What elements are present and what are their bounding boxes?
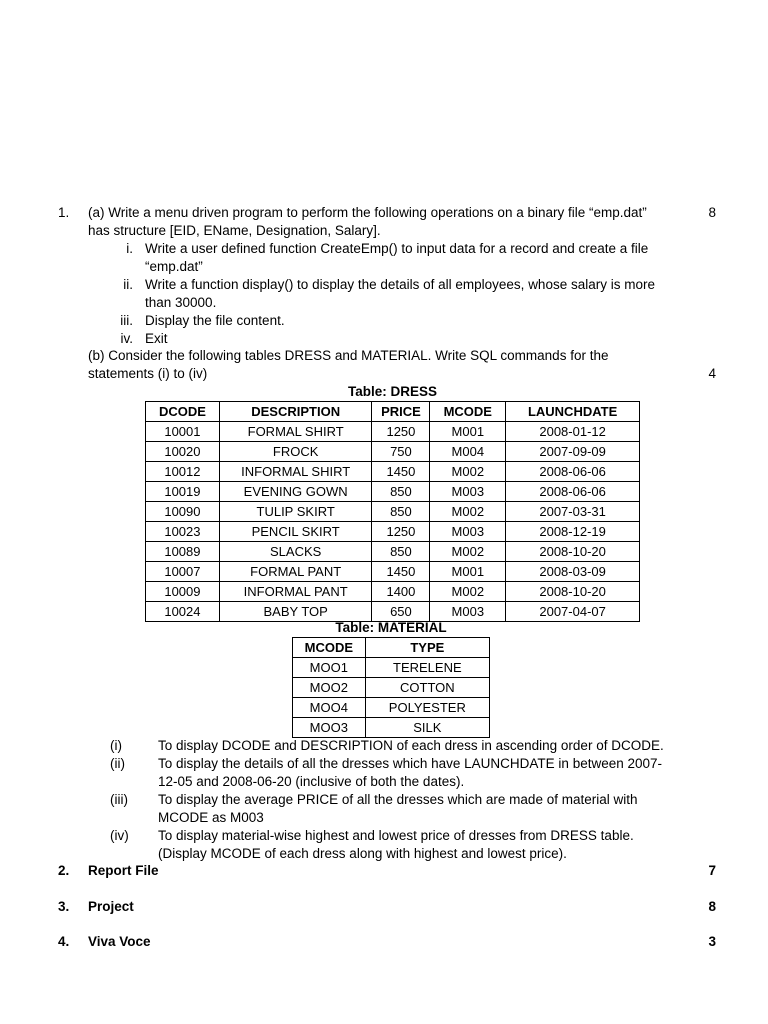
table-cell: M001 <box>430 422 506 442</box>
dress-table-caption: Table: DRESS <box>347 384 437 399</box>
table-cell: MOO3 <box>293 718 366 738</box>
table-cell: 2007-09-09 <box>506 442 640 462</box>
part-a-item-text: Display the file content. <box>145 313 285 328</box>
table-cell: 10020 <box>146 442 220 462</box>
table-cell: 10001 <box>146 422 220 442</box>
table-cell: 650 <box>372 602 430 622</box>
table-cell: 1450 <box>372 462 430 482</box>
material-table-caption: Table: MATERIAL <box>335 620 447 635</box>
table-cell: M002 <box>430 582 506 602</box>
table-cell: 2008-12-19 <box>506 522 640 542</box>
sql-item-number: (i) <box>110 738 122 753</box>
table-cell: FROCK <box>219 442 372 462</box>
table-cell: POLYESTER <box>365 698 489 718</box>
table-cell: M003 <box>430 602 506 622</box>
table-cell: FORMAL SHIRT <box>219 422 372 442</box>
table-cell: BABY TOP <box>219 602 372 622</box>
table-cell: FORMAL PANT <box>219 562 372 582</box>
question-4-title: Viva Voce <box>88 934 151 949</box>
table-cell: M002 <box>430 502 506 522</box>
table-row <box>146 482 640 502</box>
question-3-number: 3. <box>58 899 70 914</box>
table-row <box>146 442 640 462</box>
table-row <box>146 522 640 542</box>
table-cell: 2008-01-12 <box>506 422 640 442</box>
material-table <box>292 637 490 738</box>
table-cell: 1450 <box>372 562 430 582</box>
table-cell: 10007 <box>146 562 220 582</box>
table-row <box>146 502 640 522</box>
table-cell: 10090 <box>146 502 220 522</box>
table-cell: 10009 <box>146 582 220 602</box>
question-4-marks: 3 <box>708 934 716 949</box>
sql-item-text: To display DCODE and DESCRIPTION of each dress in ascending order of DCODE. <box>158 738 664 753</box>
dress-table-container <box>145 383 640 622</box>
part-a-item-number: iii. <box>120 313 133 328</box>
part-a-item-text: Write a user defined function CreateEmp() to input data for a record and create a file <box>145 241 649 256</box>
question-3-title: Project <box>88 899 134 914</box>
table-cell: 2008-06-06 <box>506 482 640 502</box>
question-1-marks-b: 4 <box>708 366 716 381</box>
table-row <box>293 718 490 738</box>
sql-item-text: To display material-wise highest and lowest price of dresses from DRESS table. <box>158 828 634 843</box>
question-1-number: 1. <box>58 205 70 220</box>
table-cell: 10023 <box>146 522 220 542</box>
table-cell: 2008-10-20 <box>506 542 640 562</box>
dress-table-header-row <box>146 402 640 422</box>
material-table-body <box>293 658 490 738</box>
part-a-item-text: Exit <box>145 331 168 346</box>
table-cell: M003 <box>430 522 506 542</box>
table-cell: 2007-04-07 <box>506 602 640 622</box>
sql-item-text: MCODE as M003 <box>158 810 264 825</box>
dress-header-mcode: MCODE <box>430 402 506 422</box>
sql-item-number: (ii) <box>110 756 125 771</box>
table-cell: INFORMAL PANT <box>219 582 372 602</box>
table-cell: 1250 <box>372 422 430 442</box>
table-cell: M004 <box>430 442 506 462</box>
part-a-item-number: ii. <box>123 277 133 292</box>
table-cell: SLACKS <box>219 542 372 562</box>
sql-item-text: To display the details of all the dresses which have LAUNCHDATE in between 2007- <box>158 756 663 771</box>
table-row <box>293 678 490 698</box>
table-cell: SILK <box>365 718 489 738</box>
material-table-header-row <box>293 638 490 658</box>
table-cell: EVENING GOWN <box>219 482 372 502</box>
table-cell: 1400 <box>372 582 430 602</box>
sql-item-text: To display the average PRICE of all the dresses which are made of material with <box>158 792 638 807</box>
part-a-line-2: has structure [EID, EName, Designation, Salary]. <box>88 223 381 238</box>
part-a-item-text: than 30000. <box>145 295 217 310</box>
part-a-item-text: Write a function display() to display the details of all employees, whose salary is more <box>145 277 655 292</box>
question-4-number: 4. <box>58 934 70 949</box>
sql-item-number: (iii) <box>110 792 128 807</box>
table-cell: MOO1 <box>293 658 366 678</box>
table-cell: MOO2 <box>293 678 366 698</box>
material-header-mcode: MCODE <box>293 638 366 658</box>
table-cell: TERELENE <box>365 658 489 678</box>
table-cell: M003 <box>430 482 506 502</box>
part-b-line-2: statements (i) to (iv) <box>88 366 208 381</box>
table-cell: 850 <box>372 482 430 502</box>
table-cell: TULIP SKIRT <box>219 502 372 522</box>
table-cell: COTTON <box>365 678 489 698</box>
table-cell: PENCIL SKIRT <box>219 522 372 542</box>
table-cell: INFORMAL SHIRT <box>219 462 372 482</box>
table-cell: MOO4 <box>293 698 366 718</box>
table-cell: 10089 <box>146 542 220 562</box>
question-1-marks-a: 8 <box>708 205 716 220</box>
table-cell: M002 <box>430 542 506 562</box>
table-cell: 2008-03-09 <box>506 562 640 582</box>
part-b-line-1: (b) Consider the following tables DRESS and MATERIAL. Write SQL commands for the <box>88 348 609 363</box>
table-row <box>146 542 640 562</box>
material-table-container <box>292 619 490 738</box>
sql-item-text: (Display MCODE of each dress along with highest and lowest price). <box>158 846 567 861</box>
part-a-item-number: iv. <box>120 331 133 346</box>
dress-header-price: PRICE <box>372 402 430 422</box>
table-cell: 10019 <box>146 482 220 502</box>
dress-table-body <box>146 422 640 622</box>
table-cell: 2007-03-31 <box>506 502 640 522</box>
dress-table <box>145 401 640 622</box>
dress-header-dcode: DCODE <box>146 402 220 422</box>
dress-header-launchdate: LAUNCHDATE <box>506 402 640 422</box>
table-cell: 750 <box>372 442 430 462</box>
table-cell: 2008-06-06 <box>506 462 640 482</box>
table-cell: 850 <box>372 502 430 522</box>
part-a-item-text: “emp.dat” <box>145 259 203 274</box>
table-cell: M001 <box>430 562 506 582</box>
question-3-marks: 8 <box>708 899 716 914</box>
table-cell: M002 <box>430 462 506 482</box>
table-row <box>293 698 490 718</box>
table-row <box>146 422 640 442</box>
table-cell: 10012 <box>146 462 220 482</box>
table-cell: 2008-10-20 <box>506 582 640 602</box>
table-row <box>293 658 490 678</box>
question-2-number: 2. <box>58 863 70 878</box>
table-cell: 10024 <box>146 602 220 622</box>
table-cell: 1250 <box>372 522 430 542</box>
dress-header-description: DESCRIPTION <box>219 402 372 422</box>
table-row <box>146 462 640 482</box>
question-2-title: Report File <box>88 863 159 878</box>
table-row <box>146 582 640 602</box>
material-header-type: TYPE <box>365 638 489 658</box>
table-cell: 850 <box>372 542 430 562</box>
part-a-line-1: (a) Write a menu driven program to perform the following operations on a binary file “emp.dat” <box>88 205 647 220</box>
sql-item-number: (iv) <box>110 828 129 843</box>
sql-item-text: 12-05 and 2008-06-20 (inclusive of both the dates). <box>158 774 465 789</box>
table-row <box>146 562 640 582</box>
part-a-item-number: i. <box>126 241 133 256</box>
question-2-marks: 7 <box>708 863 716 878</box>
